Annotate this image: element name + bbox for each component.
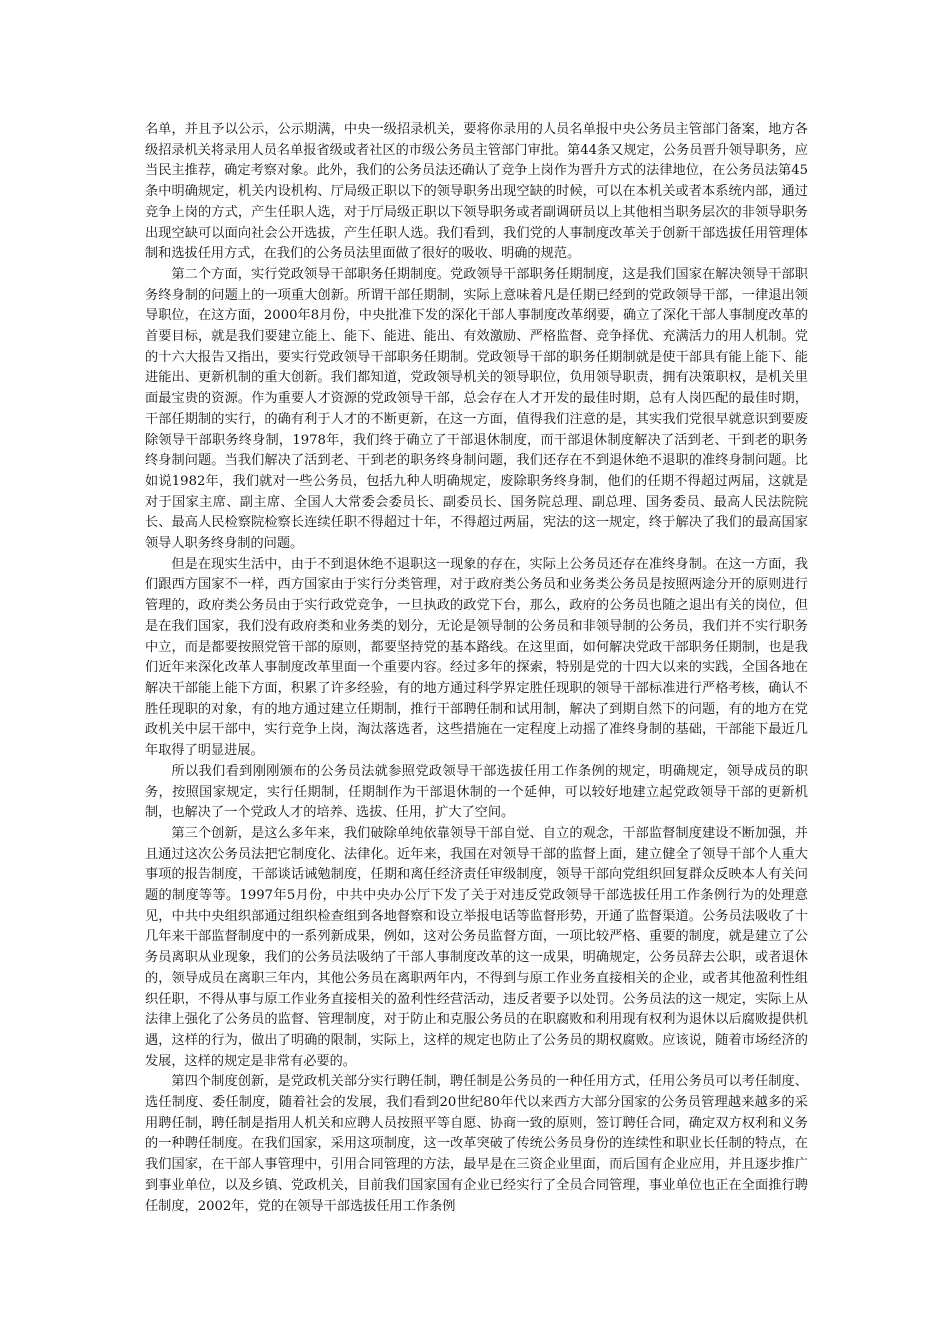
paragraph-2: 第二个方面，实行党政领导干部职务任期制度。党政领导干部职务任期制度，这是我们国家在解决领导干部职务终身制的问题上的一项重大创新。所谓干部任期制，实际上意味着凡是任期已经到的党政领导干部，一律退出领导职位，在这方面，2000年8月份，中央批准下发的深化干部人事制度改革纲要，确立了深化干部人事制度改革的首要目标，就是我们要建立能上、能下、能进、能出、有效激励、严格监督、竞争择优、充满活力的用人机制。党的十六大报告又指出，要实行党政领导干部职务任期制。党政领导干部的职务任期制就是使干部具有能上能下、能进能出、更新机制的重大创新。我们都知道，党政领导机关的领导职位，负用领导职责，拥有决策职权，是机关里面最宝贵的资源。作为重要人才资源的党政领导干部，总会存在人才开发的最佳时期，总有人岗匹配的最佳时期，干部任期制的实行，的确有利于人才的不断更新，在这一方面，值得我们注意的是，其实我们党很早就意识到要废除领导干部职务终身制，1978年，我们终于确立了干部退休制度，而干部退休制度解决了活到老、干到老的职务终身制问题。当我们解决了活到老、干到老的职务终身制问题，我们还存在不到退休绝不退职的准终身制问题。比如说1982年，我们就对一些公务员，包括九种人明确规定，废除职务终身制，他们的任期不得超过两届，这就是对于国家主席、副主席、全国人大常委会委员长、副委员长、国务院总理、副总理、国务委员、最高人民法院院长、最高人民检察院检察长连续任职不得超过十年，不得超过两届，宪法的这一规定，终于解决了我们的最高国家领导人职务终身制的问题。 [145,266,808,552]
paragraph-3: 但是在现实生活中，由于不到退休绝不退职这一现象的存在，实际上公务员还存在准终身制。在这一方面，我们跟西方国家不一样，西方国家由于实行分类管理，对于政府类公务员和业务类公务员是按照两途分开的原则进行管理的，政府类公务员由于实行政党竞争，一旦执政的政党下台，那么，政府的公务员也随之退出有关的岗位，但是在我们国家，我们没有政府类和业务类的划分，无论是领导制的公务员和非领导制的公务员，我们并不实行职务中立，而是都要按照党管干部的原则，都要坚持党的基本路线。在这里面，如何解决党政干部职务任期制，也是我们近年来深化改革人事制度改革里面一个重要内容。经过多年的探索，特别是党的十四大以来的实践，全国各地在解决干部能上能下方面，积累了许多经验，有的地方通过科学界定胜任现职的领导干部标准进行严格考核，确认不胜任现职的对象，有的地方通过建立任期制，推行干部聘任制和试用制，解决了到期自然下的问题，有的地方在党政机关中层干部中，实行竞争上岗，淘汰落选者，这些措施在一定程度上动摇了准终身制的基础，干部能下最近几年取得了明显进展。 [145,556,808,759]
paragraph-1: 名单，并且予以公示，公示期满，中央一级招录机关，要将你录用的人员名单报中央公务员主管部门备案，地方各级招录机关将录用人员名单报省级或者社区的市级公务员主管部门审批。第44条又规定，公务员晋升领导职务，应当民主推荐，确定考察对象。此外，我们的公务员法还确认了竞争上岗作为晋升方式的法律地位，在公务员法第45条中明确规定，机关内设机构、厅局级正职以下的领导职务出现空缺的时候，可以在本机关或者本系统内部，通过竞争上岗的方式，产生任职人选，对于厅局级正职以下领导职务或者副调研员以上其他相当职务层次的非领导职务出现空缺可以面向社会公开选拔，产生任职人选。我们看到，我们党的人事制度改革关于创新干部选拔任用管理体制和选拔任用方式，在我们的公务员法里面做了很好的吸收、明确的规范。 [145,122,808,262]
paragraph-6: 第四个制度创新，是党政机关部分实行聘任制，聘任制是公务员的一种任用方式，任用公务员可以考任制度、选任制度、委任制度，随着社会的发展，我们看到20世纪80年代以来西方大部分国家的公务员管理越来越多的采用聘任制，聘任制是指用人机关和应聘人员按照平等自愿、协商一致的原则，签订聘任合同，确定双方权利和义务的一种聘任制度。在我们国家，采用这项制度，这一改革突破了传统公务员身份的连续性和职业长任制的特点，在我们国家，在干部人事管理中，引用合同管理的方法，最早是在三资企业里面，而后国有企业应用，并且逐步推广到事业单位，以及乡镇、党政机关，目前我们国家国有企业已经实行了全员合同管理，事业单位也正在全面推行聘任制度，2002年，党的在领导干部选拔任用工作条例 [145,1074,808,1214]
paragraph-4: 所以我们看到刚刚颁布的公务员法就参照党政领导干部选拔任用工作条例的规定，明确规定，领导成员的职务，按照国家规定，实行任期制，任期制作为干部退休制的一个延伸，可以较好地建立起党政领导干部的更新机制，也解决了一个党政人才的培养、选拔、任用，扩大了空间。 [145,763,808,821]
paragraph-5: 第三个创新，是这么多年来，我们破除单纯依靠领导干部自觉、自立的观念，干部监督制度建设不断加强，并且通过这次公务员法把它制度化、法律化。近年来，我国在对领导干部的监督上面，建立健全了领导干部个人重大事项的报告制度，干部谈话诫勉制度，任期和离任经济责任审级制度，领导干部向党组织回复群众反映本人有关问题的制度等等。1997年5月份，中共中央办公厅下发了关于对违反党政领导干部选拔任用工作条例行为的处理意见，中共中央组织部通过组织检查组到各地督察和设立举报电话等监督形势，开通了监督渠道。公务员法吸收了十几年来干部监督制度中的一系列新成果，例如，这对公务员监督方面，一项比较严格、重要的制度，就是建立了公务员离职从业现象，我们的公务员法吸纳了干部人事制度改革的这一成果，明确规定，公务员辞去公职，或者退休的，领导成员在离职三年内，其他公务员在离职两年内，不得到与原工作业务直接相关的企业，或者其他盈利性组织任职，不得从事与原工作业务直接相关的盈利性经营活动，违反者要予以处罚。公务员法的这一规定，实际上从法律上强化了公务员的监督、管理制度，对于防止和克服公务员的在职腐败和利用现有权利为退休以后腐败提供机遇，这样的行为，做出了明确的限制，实际上，这样的规定也防止了公务员的期权腐败。应该说，随着市场经济的发展，这样的规定是非常有必要的。 [145,825,808,1069]
document-body [145,120,808,1217]
